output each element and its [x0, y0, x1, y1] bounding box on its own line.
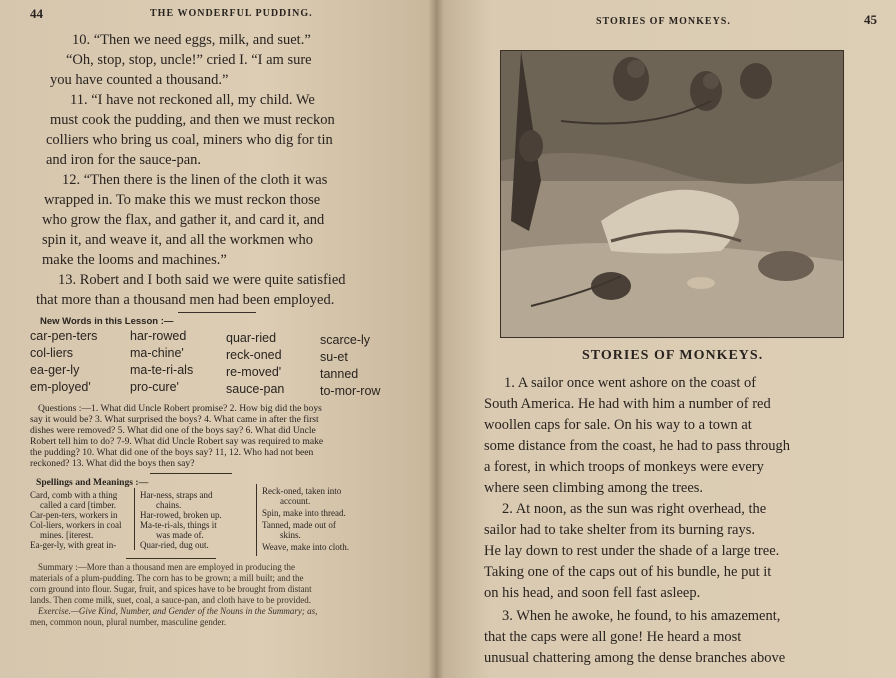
word: car-pen-ters: [30, 329, 98, 343]
summary-line: lands. Then come milk, suet, coal, a sauce-pan, and cloth have to be provided.: [30, 595, 311, 605]
engraving-icon: [501, 51, 843, 337]
text-line: make the looms and machines.”: [42, 252, 227, 268]
spelling-entry: Reck-oned, taken into: [262, 486, 342, 496]
text-line: on his head, and soon fell fast asleep.: [484, 585, 701, 601]
word: su-et: [320, 350, 348, 364]
text-line: must cook the pudding, and then we must reckon: [50, 112, 335, 128]
text-line: a forest, in which troops of monkeys were every: [484, 459, 764, 475]
spelling-entry: Col-liers, workers in coal: [30, 520, 122, 530]
spelling-entry: skins.: [280, 530, 301, 540]
word: reck-oned: [226, 348, 282, 362]
spelling-entry: Card, comb with a thing: [30, 490, 118, 500]
spelling-entry: Har-ness, straps and: [140, 490, 213, 500]
word: col-liers: [30, 346, 74, 360]
text-line: unusual chattering among the dense branches above: [484, 650, 786, 666]
spelling-entry: Weave, make into cloth.: [262, 542, 349, 552]
summary-line: Exercise.—Give Kind, Number, and Gender of the Nouns in the Summary; as,: [38, 606, 318, 616]
text-line: 12. “Then there is the linen of the cloth it was: [62, 172, 328, 188]
text-line: 3. When he awoke, he found, to his amazement,: [502, 608, 781, 624]
question-line: dishes were removed? 5. What did one of the boys say? 6. What did Uncle: [30, 425, 316, 436]
text-line: 13. Robert and I both said we were quite satisfied: [58, 272, 346, 288]
spelling-entry: Tanned, made out of: [262, 520, 336, 530]
text-line: you have counted a thousand.”: [50, 72, 229, 88]
word: scarce-ly: [320, 333, 371, 347]
word: quar-ried: [226, 331, 277, 345]
column-rule: [134, 488, 135, 550]
right-running-header: STORIES OF MONKEYS.: [596, 16, 731, 27]
question-line: Robert tell him to do? 7-9. What did Uncle Robert say was required to make: [30, 436, 324, 447]
text-line: colliers who bring us coal, miners who dig for tin: [46, 132, 333, 148]
text-line: spin it, and weave it, and all the workmen who: [42, 232, 314, 248]
text-line: that more than a thousand men had been employed.: [36, 292, 335, 308]
summary-line: Summary :—More than a thousand men are employed in producing the: [38, 562, 295, 572]
word: ea-ger-ly: [30, 363, 80, 377]
left-page-number: 44: [30, 6, 43, 21]
right-page-number: 45: [864, 12, 877, 27]
text-line: 11. “I have not reckoned all, my child. We: [70, 92, 315, 108]
spelling-entry: account.: [280, 496, 311, 506]
word: ma-chine': [130, 346, 184, 360]
book-gutter: [428, 0, 444, 678]
new-words-heading: New Words in this Lesson :—: [40, 316, 174, 327]
spelling-entry: was made of.: [156, 530, 204, 540]
text-line: that the caps were all gone! He heard a most: [484, 629, 742, 645]
left-running-header: THE WONDERFUL PUDDING.: [150, 8, 313, 19]
question-line: reckoned? 13. What did the boys then say?: [30, 458, 195, 469]
question-line: say it would be? 3. What surprised the boys? 4. What came in after the first: [30, 414, 319, 425]
spelling-entry: chains.: [156, 500, 182, 510]
spelling-entry: Ea-ger-ly, with great in-: [30, 540, 117, 550]
spelling-entry: Car-pen-ters, workers in: [30, 510, 118, 520]
divider: [126, 558, 216, 559]
summary-line: men, common noun, plural number, masculine gender.: [30, 617, 227, 627]
summary-line: corn ground into flour. Sugar, fruit, and spices have to be brought from distant: [30, 584, 312, 594]
text-line: Taking one of the caps out of his bundle, he put it: [484, 564, 772, 580]
text-line: 10. “Then we need eggs, milk, and suet.”: [72, 32, 311, 48]
spelling-entry: Quar-ried, dug out.: [140, 540, 209, 550]
word: tanned: [320, 367, 359, 381]
word: ma-te-ri-als: [130, 363, 194, 377]
spelling-entry: called a card [timber.: [40, 500, 116, 510]
text-line: wrapped in. To make this we must reckon those: [44, 192, 321, 208]
word: to-mor-row: [320, 384, 381, 398]
question-line: the pudding? 10. What did one of the boys say? 11, 12. Who had not been: [30, 447, 314, 458]
word: har-rowed: [130, 329, 187, 343]
spelling-entry: Ma-te-ri-als, things it: [140, 520, 217, 530]
summary-line: materials of a plum-pudding. The corn has to be grown; a mill built; and the: [30, 573, 304, 583]
text-line: who grow the flax, and gather it, and card it, and: [42, 212, 325, 228]
spelling-entry: mines. [iterest.: [40, 530, 94, 540]
story-title: STORIES OF MONKEYS.: [582, 348, 764, 363]
divider: [178, 312, 256, 313]
divider: [150, 473, 232, 474]
column-rule: [256, 484, 257, 556]
spelling-entry: Har-rowed, broken up.: [140, 510, 222, 520]
spellings-heading: Spellings and Meanings :—: [36, 477, 149, 488]
word: pro-cure': [130, 380, 179, 394]
spelling-entry: Spin, make into thread.: [262, 508, 346, 518]
text-line: and iron for the sauce-pan.: [46, 152, 202, 168]
text-line: sailor had to take shelter from its burning rays.: [484, 522, 756, 538]
text-line: South America. He had with him a number of red: [484, 396, 771, 412]
text-line: “Oh, stop, stop, uncle!” cried I. “I am sure: [66, 52, 312, 68]
word: sauce-pan: [226, 382, 285, 396]
word: em-ployed': [30, 380, 91, 394]
text-line: 2. At noon, as the sun was right overhead, the: [502, 501, 767, 517]
question-line: Questions :—1. What did Uncle Robert promise? 2. How big did the boys: [38, 403, 322, 414]
text-line: He lay down to rest under the shade of a large tree.: [484, 543, 780, 559]
text-line: 1. A sailor once went ashore on the coast of: [504, 375, 757, 391]
word: re-moved': [226, 365, 282, 379]
monkeys-illustration: [500, 50, 844, 338]
text-line: some distance from the coast, he had to pass through: [484, 438, 791, 454]
text-line: where seen climbing among the trees.: [484, 480, 704, 496]
text-line: woollen caps for sale. On his way to a town at: [484, 417, 752, 433]
